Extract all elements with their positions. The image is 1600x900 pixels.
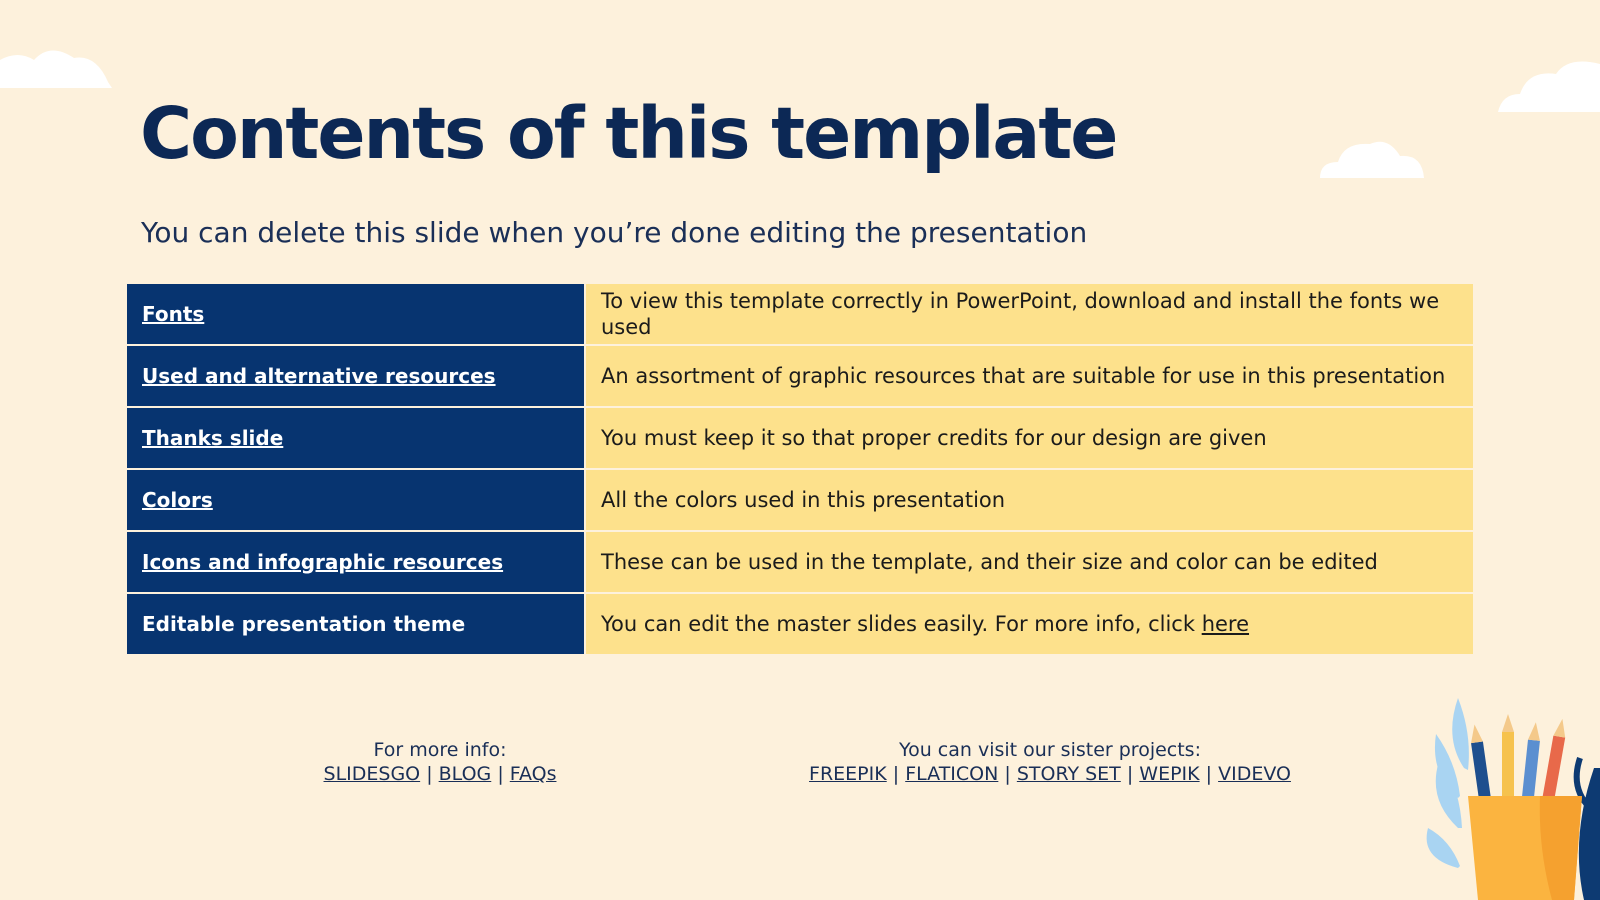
row-value-cell: To view this template correctly in PowerPoint, download and install the fonts we used — [585, 283, 1474, 345]
table-row — [126, 345, 1474, 407]
cloud-icon — [0, 46, 112, 88]
flaticon-link[interactable]: FLATICON — [905, 763, 999, 785]
pencil-cup-icon — [1420, 678, 1600, 900]
table-row — [126, 407, 1474, 469]
footer-links — [770, 762, 1330, 786]
row-key-cell: Editable presentation theme — [126, 593, 585, 655]
row-value-cell — [585, 593, 1474, 655]
resources-link[interactable]: Used and alternative resources — [142, 364, 496, 388]
row-key-cell — [126, 345, 585, 407]
storyset-link[interactable]: STORY SET — [1016, 763, 1121, 785]
icons-link[interactable]: Icons and infographic resources — [142, 550, 504, 574]
footer-heading: You can visit our sister projects: — [899, 739, 1201, 761]
row-value-cell: All the colors used in this presentation — [585, 469, 1474, 531]
freepik-link[interactable]: FREEPIK — [809, 763, 887, 785]
page-title: Contents of this template — [140, 92, 1117, 175]
separator: | — [1126, 763, 1134, 785]
row-key-cell — [126, 283, 585, 345]
row-value-cell: You must keep it so that proper credits for our design are given — [585, 407, 1474, 469]
contents-table — [125, 282, 1475, 656]
blog-link[interactable]: BLOG — [438, 763, 492, 785]
row-key-cell — [126, 469, 585, 531]
page-subtitle: You can delete this slide when you’re done editing the presentation — [141, 216, 1088, 249]
separator: | — [1205, 763, 1213, 785]
table-row — [126, 469, 1474, 531]
wepik-link[interactable]: WEPIK — [1139, 763, 1200, 785]
footer-heading: For more info: — [373, 739, 507, 761]
row-value-cell: An assortment of graphic resources that are suitable for use in this presentation — [585, 345, 1474, 407]
table-row — [126, 283, 1474, 345]
separator: | — [426, 763, 433, 785]
separator: | — [1004, 763, 1011, 785]
separator: | — [892, 763, 900, 785]
row-value-cell: These can be used in the template, and their size and color can be edited — [585, 531, 1474, 593]
table-row — [126, 593, 1474, 655]
slidesgo-link[interactable]: SLIDESGO — [323, 763, 421, 785]
row-key-cell — [126, 531, 585, 593]
footer-links — [280, 762, 600, 786]
fonts-link[interactable]: Fonts — [142, 302, 205, 326]
row-value-text: You can edit the master slides easily. For more info, click — [601, 612, 1202, 636]
separator: | — [497, 763, 504, 785]
faqs-link[interactable]: FAQs — [509, 763, 557, 785]
table-row — [126, 531, 1474, 593]
thanks-slide-link[interactable]: Thanks slide — [142, 426, 284, 450]
cloud-icon — [1498, 56, 1600, 112]
here-link[interactable]: here — [1201, 612, 1250, 636]
footer-sister-projects — [770, 738, 1330, 786]
row-key-cell — [126, 407, 585, 469]
colors-link[interactable]: Colors — [142, 488, 213, 512]
footer-more-info — [280, 738, 600, 786]
leaf-icon — [1427, 698, 1469, 868]
videvo-link[interactable]: VIDEVO — [1218, 763, 1291, 785]
cloud-icon — [1318, 138, 1426, 178]
